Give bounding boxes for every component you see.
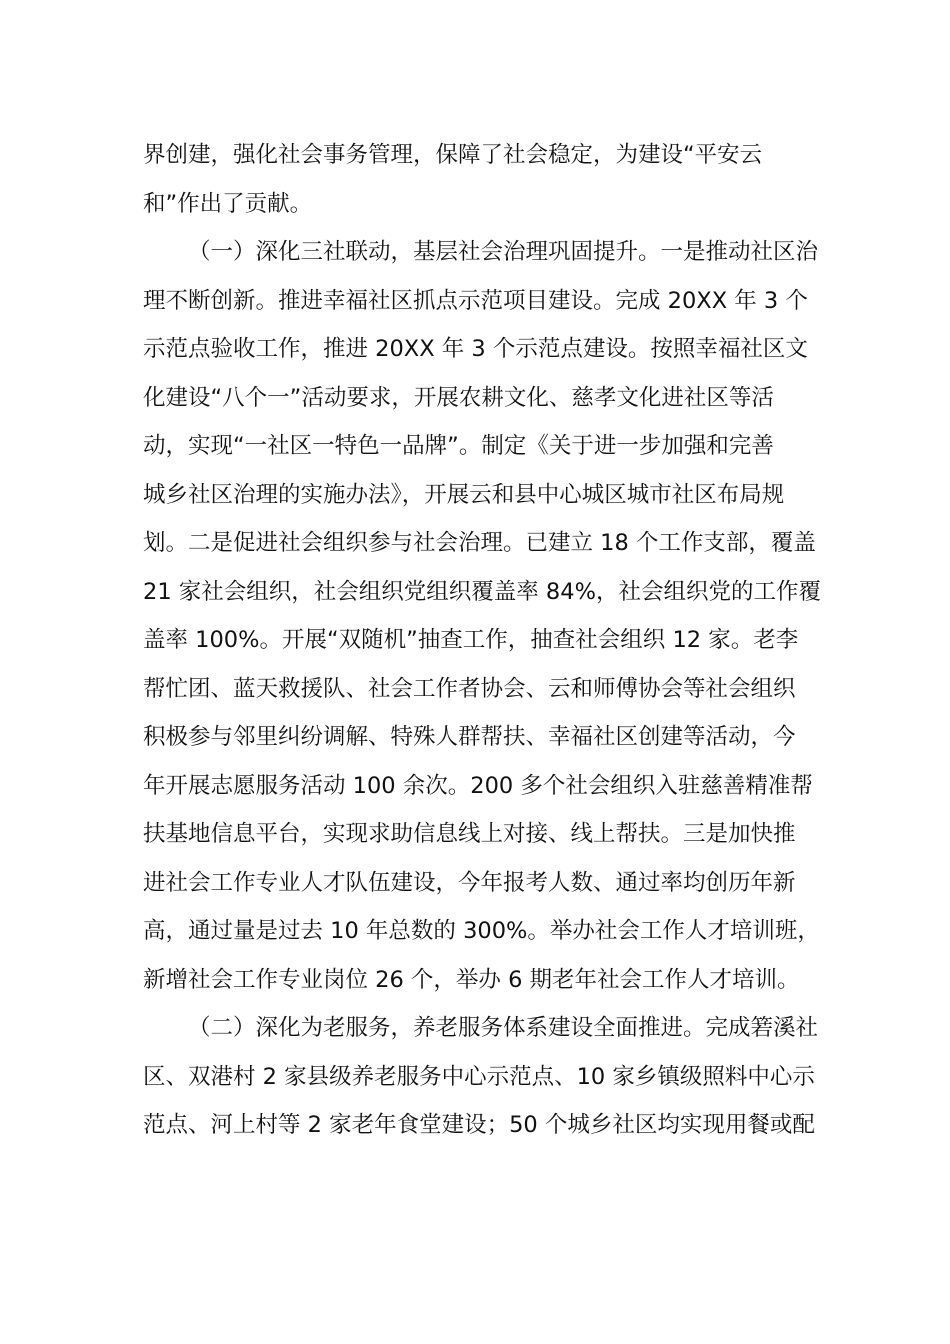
text-line: 界创建，强化社会事务管理，保障了社会稳定，为建设“平安云 [143,142,763,168]
text-line: 范点、河上村等 2 家老年食堂建设；50 个城乡社区均实现用餐或配 [143,1112,815,1138]
section-heading-line: （二）深化为老服务，养老服务体系建设全面推进。完成箬溪社 [188,1015,819,1041]
text-line: 区、双港村 2 家县级养老服务中心示范点、10 家乡镇级照料中心示 [143,1063,815,1090]
text-line: 动，实现“一社区一特色一品牌”。制定《关于进一步加强和完善 [143,433,774,459]
text-line: 和”作出了贡献。 [143,190,313,217]
text-line: 盖率 100%。开展“双随机”抽查工作，抽查社会组织 12 家。老李 [143,627,799,653]
text-line: 新增社会工作专业岗位 26 个，举办 6 期老年社会工作人才培训。 [143,966,800,993]
text-line: 帮忙团、蓝天救援队、社会工作者协会、云和师傅协会等社会组织 [143,675,796,702]
document-body [143,131,821,1150]
text-line: 年开展志愿服务活动 100 余次。200 多个社会组织入驻慈善精准帮 [143,772,813,799]
text-line: 21 家社会组织，社会组织党组织覆盖率 84%，社会组织党的工作覆 [143,578,821,605]
text-line: 进社会工作专业人才队伍建设，今年报考人数、通过率均创历年新 [143,869,796,896]
text-line: 化建设“八个一”活动要求，开展农耕文化、慈孝文化进社区等活 [143,384,774,411]
text-line: 扶基地信息平台，实现求助信息线上对接、线上帮扶。三是加快推 [143,821,796,847]
text-line: 示范点验收工作，推进 20XX 年 3 个示范点建设。按照幸福社区文 [143,336,808,362]
text-line: 划。二是促进社会组织参与社会治理。已建立 18 个工作支部，覆盖 [143,530,816,556]
section-heading-line: （一）深化三社联动，基层社会治理巩固提升。一是推动社区治 [188,239,819,265]
text-line: 理不断创新。推进幸福社区抓点示范项目建设。完成 20XX 年 3 个 [143,287,808,314]
text-line: 城乡社区治理的实施办法》，开展云和县中心城区城市社区布局规 [143,481,785,508]
text-line: 积极参与邻里纠纷调解、特殊人群帮扶、幸福社区创建等活动，今 [143,724,796,750]
text-line: 高，通过量是过去 10 年总数的 300%。举办社会工作人才培训班， [143,918,820,944]
